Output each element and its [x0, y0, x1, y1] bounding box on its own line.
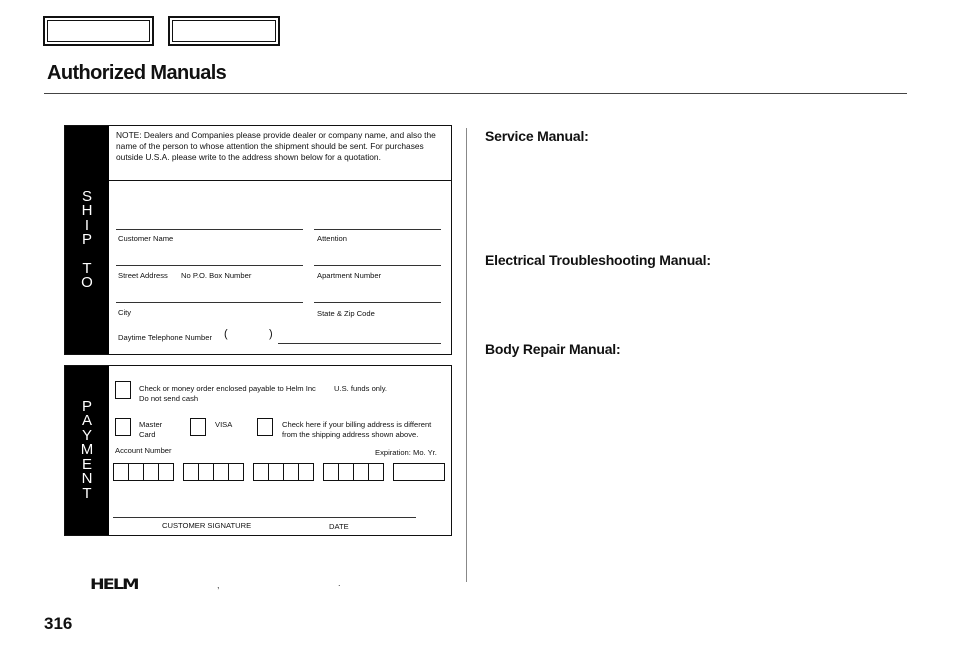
visa-label: VISA [215, 420, 233, 429]
service-manual-heading: Service Manual: [485, 128, 589, 144]
date-line[interactable] [321, 517, 416, 518]
city-label: City [118, 308, 132, 317]
check-label-2: Do not send cash [139, 394, 199, 403]
billing-label-2: from the shipping address shown above. [282, 430, 419, 439]
check-label-1: Check or money order enclosed payable to Helm Inc [139, 384, 316, 393]
mastercard-label-2: Card [139, 430, 156, 439]
page-number: 316 [44, 614, 73, 633]
band-letter: S [81, 187, 92, 205]
attention-label: Attention [317, 234, 347, 243]
footer-mark: . [338, 578, 341, 588]
customer-name-label: Customer Name [118, 234, 174, 243]
note-divider [109, 180, 451, 181]
band-letter: M [80, 441, 94, 459]
expiration-field[interactable] [393, 463, 444, 481]
helm-logo: HELM [90, 577, 138, 593]
band-letter: Y [81, 426, 92, 444]
billing-address-checkbox[interactable] [257, 418, 273, 436]
band-letter: P [81, 231, 92, 248]
street-address-line[interactable] [116, 265, 303, 266]
nav-button-right[interactable] [168, 16, 280, 46]
band-letter: P [81, 397, 92, 415]
electrical-manual-heading: Electrical Troubleshooting Manual: [485, 252, 711, 268]
band-letter: H [81, 202, 93, 219]
account-number-group-3[interactable] [253, 463, 313, 481]
apartment-line[interactable] [314, 265, 441, 266]
signature-line[interactable] [113, 517, 327, 518]
account-number-group-4[interactable] [323, 463, 383, 481]
phone-paren-open: ( [224, 328, 228, 340]
signature-label: CUSTOMER SIGNATURE [162, 521, 252, 530]
band-letter: T [82, 259, 92, 277]
no-po-box-label: No P.O. Box Number [181, 271, 252, 280]
mastercard-checkbox[interactable] [115, 418, 131, 436]
page-title: Authorized Manuals [47, 62, 227, 84]
account-number-group-2[interactable] [183, 463, 243, 481]
state-zip-label: State & Zip Code [317, 309, 375, 318]
street-address-label: Street Address [118, 271, 168, 280]
band-letter: N [81, 470, 93, 488]
city-line[interactable] [116, 302, 303, 303]
band-letter: E [81, 455, 92, 473]
attention-line[interactable] [314, 229, 441, 230]
state-zip-line[interactable] [314, 302, 441, 303]
band-letter: I [84, 216, 90, 234]
account-number-label: Account Number [115, 446, 172, 455]
date-label: DATE [329, 522, 349, 531]
band-letter: T [82, 484, 92, 502]
ship-to-form [64, 125, 452, 355]
billing-label-1: Check here if your billing address is different [282, 420, 432, 429]
column-divider [466, 128, 467, 582]
account-number-group-1[interactable] [113, 463, 173, 481]
nav-button-left[interactable] [43, 16, 154, 46]
header-rule [44, 93, 907, 94]
band-letter: O [81, 274, 93, 291]
expiration-label: Expiration: Mo. Yr. [375, 448, 437, 457]
body-repair-manual-heading: Body Repair Manual: [485, 341, 621, 357]
phone-label: Daytime Telephone Number [118, 333, 212, 342]
mastercard-label-1: Master [139, 420, 163, 429]
band-letter: A [81, 412, 92, 430]
phone-line[interactable] [278, 343, 441, 344]
ship-to-note: NOTE: Dealers and Companies please provide dealer or company name, and also the name of the person to whose attention the shipment should be sent. For purchases outside U.S.A. please write to the address shown below for a quotation. [116, 130, 436, 163]
check-money-order-checkbox[interactable] [115, 381, 131, 399]
payment-band [65, 366, 109, 535]
visa-checkbox[interactable] [190, 418, 206, 436]
payment-form [64, 365, 452, 536]
ship-to-band [65, 126, 109, 354]
apartment-label: Apartment Number [317, 271, 382, 280]
footer-mark: , [217, 580, 220, 590]
phone-paren-close: ) [269, 328, 273, 340]
customer-name-line[interactable] [116, 229, 303, 230]
check-label-funds: U.S. funds only. [334, 384, 388, 393]
